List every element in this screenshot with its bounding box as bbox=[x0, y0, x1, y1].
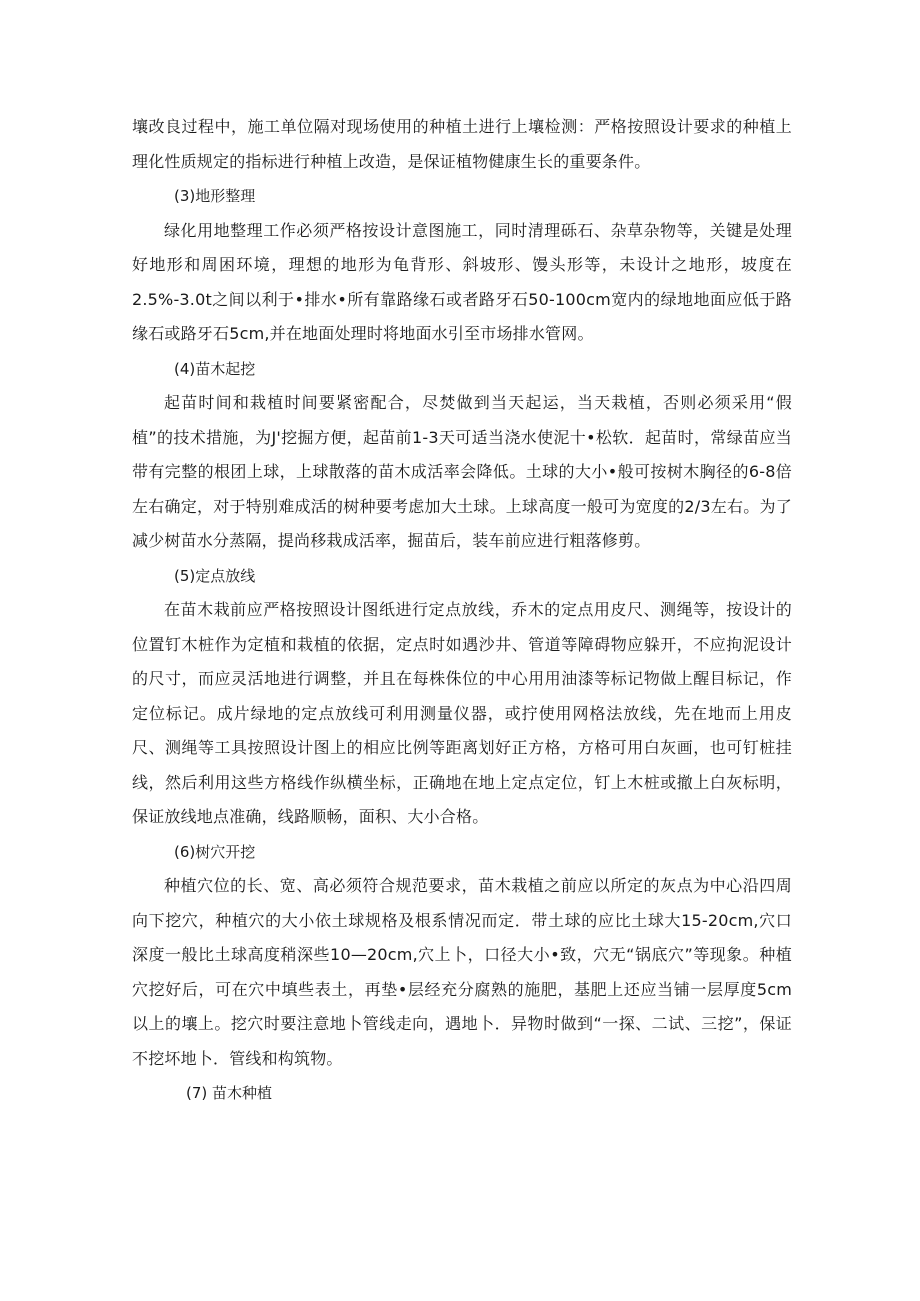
document-body bbox=[132, 110, 792, 1111]
heading-seedling-lifting: (4)苗木起挖 bbox=[174, 359, 256, 378]
heading-staking-layout: (5)定点放线 bbox=[174, 566, 256, 585]
paragraph-soil-improvement: 壤改良过程中，施工单位隔对现场使用的种植土进行上壤检测：严格按照设计要求的种植上理化性质规定的指标进行种植上改造，是保证植物健康生长的重要条件。 bbox=[132, 117, 792, 171]
heading-pit-digging: (6)树穴开挖 bbox=[174, 842, 256, 861]
paragraph-terrain-grading: 绿化用地整理工作必须严格按设计意图施工，同时清理砾石、杂草杂物等，关键是处理好地形和周困环境，理想的地形为龟背形、斜坡形、馒头形等，未设计之地形，坡度在2.5%-3.0t之间以利于•排水•所有靠路缘石或者路牙石50-100cm宽内的绿地地面应低于路缘石或路牙石5cm,并在地面处理时将地面水引至市场排水管网。 bbox=[132, 220, 792, 343]
paragraph-pit-digging: 种植穴位的长、宽、高必须符合规范要求，苗木栽植之前应以所定的灰点为中心沿四周向下挖穴，种植穴的大小依土球规格及根系情况而定．带土球的应比土球大15-20cm,穴口深度一般比土球高度稍深些10—20cm,穴上卜，口径大小•致，穴无“锅底穴”等现象。种植穴挖好后，可在穴中填些表土，再垫•层经充分腐熟的施肥，基肥上还应当铺一层厚度5cm以上的壤上。挖穴时要注意地卜管线走向，遇地卜．异物时做到“一探、二试、三挖”，保证不挖坏地卜．管线和构筑物。 bbox=[132, 876, 792, 1068]
heading-terrain-grading: (3)地形整理 bbox=[174, 187, 256, 205]
paragraph-seedling-lifting: 起苗时间和栽植时间要紧密配合，尽焚做到当天起运，当天栽植，否则必须采用“假植”的技术措施，为J'挖掘方便，起苗前1-3天可适当浇水使泥十•松软．起苗时，常绿苗应当带有完整的根团上球，上球散落的苗木成活率会降低。土球的大小•般可按树木胸径的6-8倍左右确定，对于特别难成活的树种要考虑加大土球。上球高度一般可为宽度的2/3左右。为了减少树苗水分蒸隔，提尚移栽成活率，掘苗后，装车前应进行粗落修剪。 bbox=[132, 393, 792, 550]
heading-seedling-planting: (7) 苗木种植 bbox=[186, 1084, 273, 1102]
paragraph-staking-layout: 在苗木栽前应严格按照设计图纸进行定点放线，乔木的定点用皮尺、测绳等，按设计的位置钉木桩作为定植和栽植的依据，定点时如遇沙井、管道等障碍物应躲开，不应拘泥设计的尺寸，而应灵活地进行调整，并且在每株侏位的中心用用油漆等标记物做上醒目标记，作定位标记。成片绿地的定点放线可利用测量仪器，或拧使用网格法放线，先在地而上用皮尺、测绳等工具按照设计图上的相应比例等距离划好正方格，方格可用白灰画，也可钉桩挂线，然后利用这些方格线作纵横坐标，正确地在地上定点定位，钉上木桩或撤上白灰标明，保证放线地点准确，线路顺畅，面积、大小合格。 bbox=[132, 600, 792, 826]
